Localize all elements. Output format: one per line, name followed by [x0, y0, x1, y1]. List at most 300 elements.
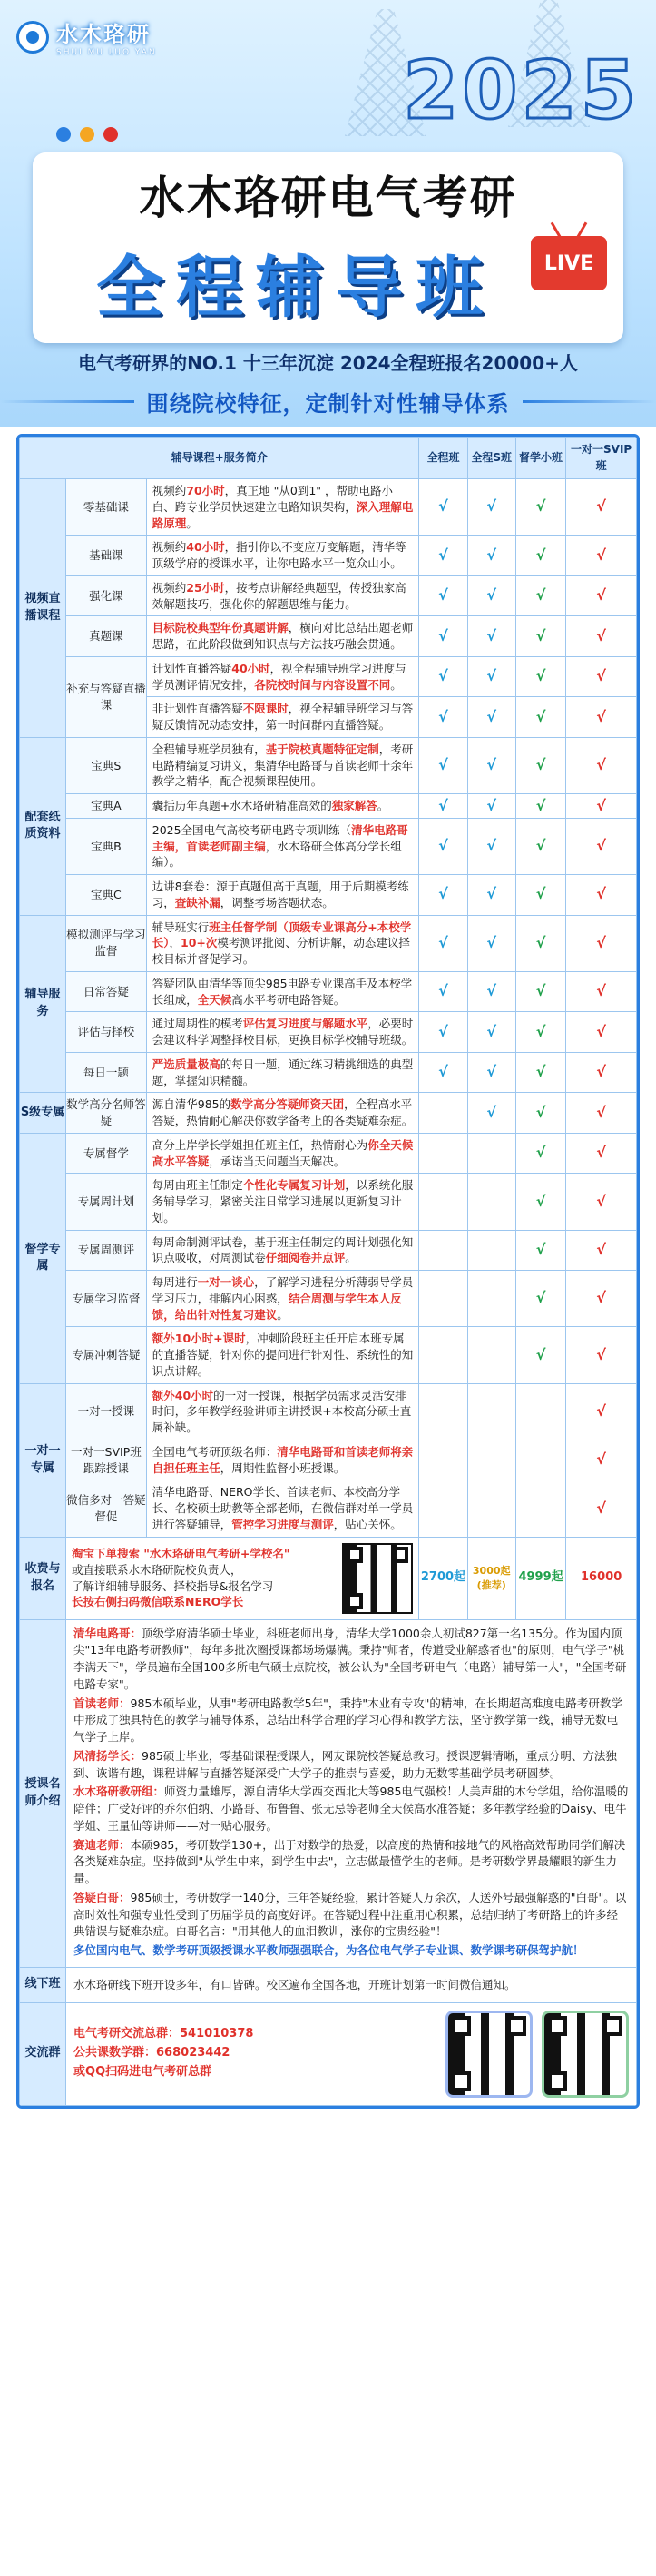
price-full: 2700起 — [419, 1537, 467, 1619]
check-icon: √ — [419, 794, 467, 819]
table-row — [20, 1174, 637, 1230]
description-fragment: ，视全程辅导班学习进度与学员测评情况安排， — [152, 661, 406, 692]
item-description — [146, 1383, 419, 1440]
dot-icon — [103, 127, 118, 142]
empty-cell — [467, 1440, 515, 1480]
check-icon: √ — [419, 575, 467, 616]
live-tv-icon — [531, 236, 607, 290]
item-description — [146, 697, 419, 738]
check-icon: √ — [515, 1052, 565, 1093]
item-description — [146, 656, 419, 697]
check-icon: √ — [467, 915, 515, 971]
group-label: 督学专属 — [20, 1133, 66, 1383]
price-supervise: 4999起 — [515, 1537, 565, 1619]
table-row — [20, 1133, 637, 1174]
check-icon: √ — [467, 479, 515, 536]
item-description — [146, 616, 419, 657]
description-fragment: 每周进行 — [152, 1275, 198, 1289]
description-fragment: 每周由班主任制定 — [152, 1178, 243, 1193]
description-fragment: 全程辅导班学员独有， — [152, 742, 266, 756]
description-fragment: 2025全国电气高校考研电路专项训练（ — [152, 822, 352, 837]
teachers-label: 授课名师介绍 — [20, 1619, 66, 1967]
description-fragment: ，全程高水平答疑，热情耐心解决你数学备考上的各类疑难杂症。 — [152, 1097, 414, 1127]
description-fragment: 结合周测与学生本人反馈，给出针对性复习建议 — [152, 1291, 402, 1322]
brand-logo — [16, 16, 157, 57]
contact-line-1: 电气考研交流总群：541010378 — [73, 2027, 254, 2041]
teacher-text: 顶级学府清华硕士毕业，科班老师出身，清华大学1000余人初试827第一名135分。作为国内顶尖"13年电路考研教师"，每年多批次圈授课都场场爆满。秉持"师者，传道受业解惑者也"的原则，电气学子"桃李满天下"，学员遍布全国100多所电气硕士点院校，被公认为"全国考研电气（电路）辅导第一人"，"全国考研电路专家"。 — [73, 1626, 627, 1691]
check-icon: √ — [419, 818, 467, 874]
sub-item-label: 零基础课 — [66, 479, 147, 536]
sub-item-label: 一对一SVIP班跟踪授课 — [66, 1440, 147, 1480]
check-icon: √ — [566, 1012, 637, 1053]
description-fragment: 通过周期性的模考 — [152, 1017, 243, 1031]
check-icon: √ — [419, 479, 467, 536]
empty-cell — [419, 1230, 467, 1271]
item-description — [146, 1327, 419, 1383]
description-fragment: 40小时 — [231, 661, 270, 675]
logo-mark-icon — [16, 21, 49, 54]
description-fragment: 不限课时 — [242, 702, 289, 716]
check-icon: √ — [515, 697, 565, 738]
teacher-name: 水木珞研教研组： — [73, 1785, 165, 1799]
check-icon: √ — [566, 1480, 637, 1537]
description-fragment: 各院校时间与内容设置不同 — [254, 677, 391, 692]
table-row — [20, 1052, 637, 1093]
check-icon: √ — [515, 875, 565, 916]
band-line-left — [0, 400, 134, 403]
description-fragment: 一对一谈心 — [197, 1275, 255, 1289]
description-fragment: 高分上岸学长学姐担任班主任，热情耐心为 — [152, 1137, 368, 1152]
description-fragment: 的一对一授课，根据学员需求灵活安排时间，多年教学经验讲师主讲授课+本校高分硕士直属补缺。 — [152, 1388, 412, 1434]
empty-cell — [419, 1327, 467, 1383]
empty-cell — [467, 1174, 515, 1230]
table-row — [20, 1480, 637, 1537]
apply-label: 收费与报名 — [20, 1537, 66, 1619]
group-label: 一对一专属 — [20, 1383, 66, 1537]
description-fragment: 40小时 — [186, 540, 225, 555]
check-icon: √ — [566, 737, 637, 793]
description-fragment: ，视全程辅导班学习与答疑反馈情况动态安排，第一时间群内直播答疑。 — [152, 702, 414, 732]
sub-item-label: 日常答疑 — [66, 971, 147, 1012]
apply-line-2: 或直接联系水木珞研院校负责人， — [72, 1562, 242, 1577]
description-fragment: 清华电路哥和首读老师将亲自担任班主任 — [152, 1444, 414, 1475]
teacher-name: 答疑白哥： — [73, 1890, 131, 1904]
table-row — [20, 1093, 637, 1134]
description-fragment: ，以系统化服务辅导学习，紧密关注日常学习进展以更新复习计划。 — [152, 1178, 414, 1224]
header-course: 辅导课程+服务简介 — [20, 438, 419, 479]
teacher-intro — [73, 1748, 629, 1783]
teacher-text: 985硕士毕业，零基础课程授课人，网友课院校答疑总教习。授课逻辑清晰，重点分明、方法独到、诙谐有趣，课程讲解与直播答疑深受广大学子的推崇与喜爱，助力无数零基础学员考研圆梦。 — [73, 1748, 617, 1780]
description-fragment: 模考测评批阅、分析讲解，动态建议择校目标并督促学习。 — [152, 936, 410, 966]
item-description — [146, 1440, 419, 1480]
description-fragment: ，按考点讲解经典题型，传授独家高效解题技巧，强化你的解题思维与能力。 — [152, 580, 406, 611]
check-icon: √ — [515, 1174, 565, 1230]
dot-icon — [80, 127, 94, 142]
wechat-qr-code[interactable] — [342, 1543, 413, 1614]
check-icon: √ — [566, 794, 637, 819]
description-fragment: ，必要时会建议科学调整择校目标，更换目标学校辅导班级。 — [152, 1017, 414, 1047]
item-description — [146, 1133, 419, 1174]
sub-item-label: 专属学习监督 — [66, 1271, 147, 1327]
check-icon: √ — [419, 737, 467, 793]
teacher-name: 风清扬学长： — [73, 1748, 142, 1763]
description-fragment: 每周命制测评试卷，基于班主任制定的周计划强化知识点吸收，对周测试卷 — [152, 1234, 414, 1265]
price-s: 3000起(推荐) — [467, 1537, 515, 1619]
table-row — [20, 536, 637, 576]
check-icon: √ — [515, 616, 565, 657]
description-fragment: 查缺补漏 — [174, 895, 220, 909]
check-icon: √ — [515, 818, 565, 874]
description-fragment: 源自清华985的 — [152, 1097, 231, 1112]
description-fragment: 。 — [277, 1307, 289, 1322]
description-fragment: ，冲刺阶段班主任开启本班专属的直播答疑，针对你的提问进行针对性、系统性的知识点讲解。 — [152, 1332, 414, 1378]
description-fragment: 。 — [186, 516, 198, 530]
teachers-row — [20, 1619, 637, 1967]
math-group-qr-code[interactable] — [542, 2011, 629, 2098]
price-svip: 16000 — [566, 1537, 637, 1619]
check-icon: √ — [467, 875, 515, 916]
sub-item-label: 专属周测评 — [66, 1230, 147, 1271]
description-fragment: 目标院校典型年份真题讲解 — [152, 621, 289, 635]
check-icon: √ — [566, 971, 637, 1012]
description-fragment: 视频约 — [152, 540, 187, 555]
description-fragment: 全天候 — [197, 992, 232, 1007]
band-text: 围绕院校特征，定制针对性辅导体系 — [146, 390, 510, 417]
offline-text: 水木珞研线下班开设多年，有口皆碑。校区遍布全国各地，开班计划第一时间微信通知。 — [66, 1967, 637, 2002]
teachers-tail: 多位国内电气、数学考研顶级授课水平教师强强联合，为各位电气学子专业课、数学课考研保驾护航！ — [73, 1943, 584, 1957]
check-icon: √ — [467, 1012, 515, 1053]
check-icon: √ — [419, 536, 467, 576]
sub-item-label: 补充与答疑直播课 — [66, 656, 147, 737]
table-row — [20, 737, 637, 793]
description-fragment: 数学高分答疑师资天团 — [230, 1097, 345, 1112]
course-title: 全程辅导班 — [96, 249, 495, 327]
description-fragment: 视频约 — [152, 580, 187, 595]
check-icon: √ — [467, 737, 515, 793]
description-fragment: ，水木珞研全体高分学长组编）。 — [152, 839, 402, 870]
table-row — [20, 1271, 637, 1327]
table-row — [20, 1440, 637, 1480]
check-icon: √ — [515, 575, 565, 616]
description-fragment: 计划性直播答疑 — [152, 661, 232, 675]
apply-line-3: 了解详细辅导服务、择校指导&报名学习 — [72, 1578, 274, 1593]
description-fragment: 。 — [390, 677, 402, 692]
table-row — [20, 971, 637, 1012]
hero-banner — [0, 0, 656, 427]
item-description — [146, 575, 419, 616]
check-icon: √ — [419, 971, 467, 1012]
description-fragment: 视频约 — [152, 484, 187, 497]
item-description — [146, 1174, 419, 1230]
check-icon: √ — [419, 1052, 467, 1093]
empty-cell — [419, 1480, 467, 1537]
description-fragment: 额外40小时 — [152, 1388, 214, 1402]
sub-item-label: 数学高分名师答疑 — [66, 1093, 147, 1134]
item-description — [146, 1230, 419, 1271]
description-fragment: 全国电气考研顶级名师： — [152, 1444, 278, 1459]
description-fragment: 深入理解电路原理 — [152, 499, 414, 530]
sub-item-label: 宝典S — [66, 737, 147, 793]
description-fragment: 25小时 — [186, 580, 225, 595]
check-icon: √ — [467, 818, 515, 874]
check-icon: √ — [515, 1230, 565, 1271]
course-table-wrapper — [16, 434, 640, 2109]
table-row — [20, 1327, 637, 1383]
check-icon: √ — [515, 737, 565, 793]
sub-item-label: 评估与择校 — [66, 1012, 147, 1053]
description-fragment: 班主任督学制（顶级专业课高分+本校学长） — [152, 919, 412, 950]
description-fragment: 10+次 — [181, 936, 218, 950]
contact-row — [20, 2002, 637, 2105]
check-icon: √ — [467, 575, 515, 616]
group-label: 辅导服务 — [20, 915, 66, 1093]
check-icon: √ — [566, 1440, 637, 1480]
empty-cell — [419, 1133, 467, 1174]
sub-item-label: 模拟测评与学习监督 — [66, 915, 147, 971]
empty-cell — [467, 1271, 515, 1327]
teacher-intro — [73, 1696, 629, 1746]
teacher-text: 985本硕毕业，从事"考研电路教学5年"，秉持"木业有专攻"的精神，在长期超高难度电路考研教学中形成了独具特色的教学与辅导体系，总结出科学合理的学习心得和教学方法，坚守教学第一线，辅导无数电气学子上岸。 — [73, 1696, 622, 1744]
teacher-text: 985硕士，考研数学一140分，三年答疑经验，累计答疑人万余次，人送外号最强解惑的"白哥"。以高时效性和强专业性受到了历届学员的高度好评。在答疑过程中注重用心积累，总结归纳了考研路上的许多经典错误与疑难杂症。白哥名言："用其他人的血泪教训，涨你的宝贵经验"！ — [73, 1890, 627, 1939]
check-icon: √ — [515, 971, 565, 1012]
check-icon: √ — [566, 536, 637, 576]
check-icon: √ — [566, 1052, 637, 1093]
sub-item-label: 宝典B — [66, 818, 147, 874]
header-col-supervise: 督学小班 — [515, 438, 565, 479]
check-icon: √ — [566, 1383, 637, 1440]
check-icon: √ — [566, 1133, 637, 1174]
check-icon: √ — [467, 1093, 515, 1134]
description-fragment: 你全天候高水平答疑 — [152, 1137, 414, 1168]
item-description — [146, 1480, 419, 1537]
description-fragment: 70小时 — [186, 484, 225, 497]
offline-row — [20, 1967, 637, 2002]
description-fragment: 严选质量极高 — [152, 1057, 220, 1071]
check-icon: √ — [467, 536, 515, 576]
empty-cell — [515, 1440, 565, 1480]
contact-line-3: 或QQ扫码进电气考研总群 — [73, 2064, 212, 2079]
apply-row — [20, 1537, 637, 1619]
check-icon: √ — [419, 875, 467, 916]
description-fragment: 清华电路哥主编，首读老师副主编 — [152, 822, 408, 853]
contact-cell — [66, 2002, 637, 2105]
apply-cell — [66, 1537, 419, 1619]
logo-subtitle: SHUI MU LUO YAN — [56, 48, 157, 57]
description-fragment: 管控学习进度与测评 — [231, 1517, 334, 1531]
group-label: S级专属 — [20, 1093, 66, 1134]
section-band — [0, 381, 656, 421]
check-icon: √ — [419, 915, 467, 971]
item-description — [146, 737, 419, 793]
item-description — [146, 1271, 419, 1327]
title-card — [33, 152, 623, 343]
table-header-row — [20, 438, 637, 479]
header-col-svip: 一对一SVIP班 — [566, 438, 637, 479]
check-icon: √ — [515, 1327, 565, 1383]
check-icon: √ — [419, 1012, 467, 1053]
empty-cell — [419, 1383, 467, 1440]
table-body — [20, 479, 637, 1538]
sub-item-label: 真题课 — [66, 616, 147, 657]
teacher-intro — [73, 1626, 629, 1694]
sub-item-label: 宝典A — [66, 794, 147, 819]
table-row — [20, 479, 637, 536]
description-fragment: 辅导班实行 — [152, 919, 210, 934]
check-icon: √ — [515, 536, 565, 576]
year-heading: 2025 — [403, 44, 640, 137]
description-fragment: 清华电路哥、NERO学长、首读老师、本校高分学长、名校硕士助教等全部老师，在微信群对单一学员进行答疑辅导， — [152, 1485, 414, 1531]
description-fragment: 评估复习进度与解题水平 — [242, 1017, 368, 1031]
empty-cell — [419, 1440, 467, 1480]
description-fragment: 个性化专属复习计划 — [242, 1178, 346, 1193]
header-col-full: 全程班 — [419, 438, 467, 479]
item-description — [146, 794, 419, 819]
empty-cell — [467, 1133, 515, 1174]
live-badge: LIVE — [543, 251, 594, 275]
sub-item-label: 宝典C — [66, 875, 147, 916]
description-fragment: ，贴心关怀。 — [333, 1517, 402, 1531]
teacher-name: 清华电路哥： — [73, 1626, 142, 1640]
check-icon: √ — [515, 915, 565, 971]
teacher-text: 师资力量雄厚，源自清华大学西交西北大等985电气强校！人美声甜的木兮学姐，给你温暖的陪伴；广受好评的乔尔伯纳、小路哥、布鲁鲁、张无忌等老师全天候高水准答疑；多年教学经验的Daisy、电牛学姐、王量仙等讲师——对一贴心服务。 — [73, 1785, 629, 1833]
item-description — [146, 479, 419, 536]
check-icon: √ — [566, 818, 637, 874]
header-col-s: 全程S班 — [467, 438, 515, 479]
description-fragment: 答疑团队由清华等顶尖985电路专业课高手及本校学长组成， — [152, 976, 413, 1007]
sub-item-label: 微信多对一答疑督促 — [66, 1480, 147, 1537]
table-row — [20, 1012, 637, 1053]
description-fragment: 。 — [377, 799, 389, 812]
qq-group-qr-code[interactable] — [445, 2011, 533, 2098]
check-icon: √ — [419, 656, 467, 697]
description-fragment: 边讲8套卷：源于真题但高于真题，用于后期模考练习， — [152, 880, 409, 909]
item-description — [146, 915, 419, 971]
description-fragment: 仔细阅卷并点评 — [265, 1251, 346, 1265]
course-table — [19, 437, 637, 2106]
empty-cell — [467, 1383, 515, 1440]
logo-name: 水木珞研 — [56, 22, 151, 47]
check-icon: √ — [467, 616, 515, 657]
sub-item-label: 专属周计划 — [66, 1174, 147, 1230]
check-icon: √ — [467, 794, 515, 819]
check-icon: √ — [566, 656, 637, 697]
table-row — [20, 575, 637, 616]
description-fragment: 非计划性直播答疑 — [152, 702, 243, 716]
description-fragment: 独家解答 — [331, 799, 377, 812]
sub-item-label: 基础课 — [66, 536, 147, 576]
check-icon: √ — [566, 575, 637, 616]
check-icon: √ — [566, 1093, 637, 1134]
check-icon: √ — [566, 875, 637, 916]
check-icon: √ — [515, 1012, 565, 1053]
apply-line-1: 淘宝下单搜索 "水木珞研电气考研+学校名" — [72, 1547, 290, 1560]
table-row — [20, 915, 637, 971]
table-row — [20, 656, 637, 697]
table-row — [20, 1383, 637, 1440]
description-fragment: 高水平考研电路答疑。 — [231, 992, 346, 1007]
table-row — [20, 875, 637, 916]
item-description — [146, 1093, 419, 1134]
sub-item-label: 专属督学 — [66, 1133, 147, 1174]
description-fragment: 基于院校真题特征定制 — [265, 742, 379, 756]
item-description — [146, 818, 419, 874]
check-icon: √ — [419, 616, 467, 657]
teacher-name: 赛迪老师： — [73, 1837, 131, 1852]
table-row — [20, 794, 637, 819]
description-fragment: 囊括历年真题+水木珞研精准高效的 — [152, 799, 332, 812]
description-fragment: 的每日一题，通过练习精挑细选的典型题，掌握知识精髓。 — [152, 1057, 414, 1087]
slogan: 电气考研界的NO.1 十三年沉淀 2024全程班报名20000+人 — [78, 352, 578, 374]
table-footer-body — [20, 1537, 637, 2105]
check-icon: √ — [515, 1133, 565, 1174]
check-icon: √ — [515, 794, 565, 819]
description-fragment: ，了解学习进程分析薄弱导学员学习压力，排解内心困惑， — [152, 1275, 414, 1305]
item-description — [146, 971, 419, 1012]
description-fragment: 。 — [345, 1251, 357, 1265]
description-fragment: ，真正地 "从0到1" ，帮助电路小白、跨专业学员快速建立电路知识架构， — [152, 484, 394, 514]
dot-icon — [56, 127, 71, 142]
sub-item-label: 强化课 — [66, 575, 147, 616]
description-fragment: ，调整考场答题状态。 — [220, 895, 334, 909]
empty-cell — [467, 1480, 515, 1537]
sub-item-label: 一对一授课 — [66, 1383, 147, 1440]
empty-cell — [467, 1327, 515, 1383]
check-icon: √ — [467, 971, 515, 1012]
teacher-intro — [73, 1837, 629, 1888]
contact-label: 交流群 — [20, 2002, 66, 2105]
item-description — [146, 875, 419, 916]
offline-label: 线下班 — [20, 1967, 66, 2002]
description-fragment: ，指引你以不变应万变解题，清华等顶级学府的授课水平，让你电路水平一览众山小。 — [152, 540, 406, 570]
band-line-right — [523, 400, 656, 403]
teachers-cell — [66, 1619, 637, 1967]
check-icon: √ — [566, 1174, 637, 1230]
check-icon: √ — [515, 656, 565, 697]
group-label: 配套纸质资料 — [20, 737, 66, 915]
apply-line-4: 长按右侧扫码微信联系NERO学长 — [72, 1595, 244, 1609]
description-fragment: ，周期性监督小班授课。 — [220, 1460, 346, 1475]
check-icon: √ — [566, 697, 637, 738]
table-row — [20, 1230, 637, 1271]
empty-cell — [515, 1383, 565, 1440]
check-icon: √ — [515, 1271, 565, 1327]
group-label: 视频直播课程 — [20, 479, 66, 738]
contact-line-2: 公共课数学群：668023442 — [73, 2046, 230, 2060]
teacher-intro — [73, 1890, 629, 1941]
empty-cell — [419, 1093, 467, 1134]
description-fragment: ，承诺当天问题当天解决。 — [209, 1154, 346, 1168]
main-title: 水木珞研电气考研 — [139, 172, 517, 224]
check-icon: √ — [467, 697, 515, 738]
check-icon: √ — [566, 616, 637, 657]
check-icon: √ — [467, 1052, 515, 1093]
sub-item-label: 专属冲刺答疑 — [66, 1327, 147, 1383]
description-fragment: ，横向对比总结出题老师思路，在此阶段做到知识点与方法技巧融会贯通。 — [152, 621, 414, 651]
item-description — [146, 536, 419, 576]
item-description — [146, 1012, 419, 1053]
description-fragment: 额外10小时+课时 — [152, 1332, 246, 1346]
check-icon: √ — [515, 479, 565, 536]
decorative-dots — [56, 127, 118, 142]
sub-item-label: 每日一题 — [66, 1052, 147, 1093]
check-icon: √ — [515, 1093, 565, 1134]
item-description — [146, 1052, 419, 1093]
empty-cell — [515, 1480, 565, 1537]
empty-cell — [419, 1174, 467, 1230]
check-icon: √ — [566, 1230, 637, 1271]
check-icon: √ — [566, 915, 637, 971]
empty-cell — [467, 1230, 515, 1271]
